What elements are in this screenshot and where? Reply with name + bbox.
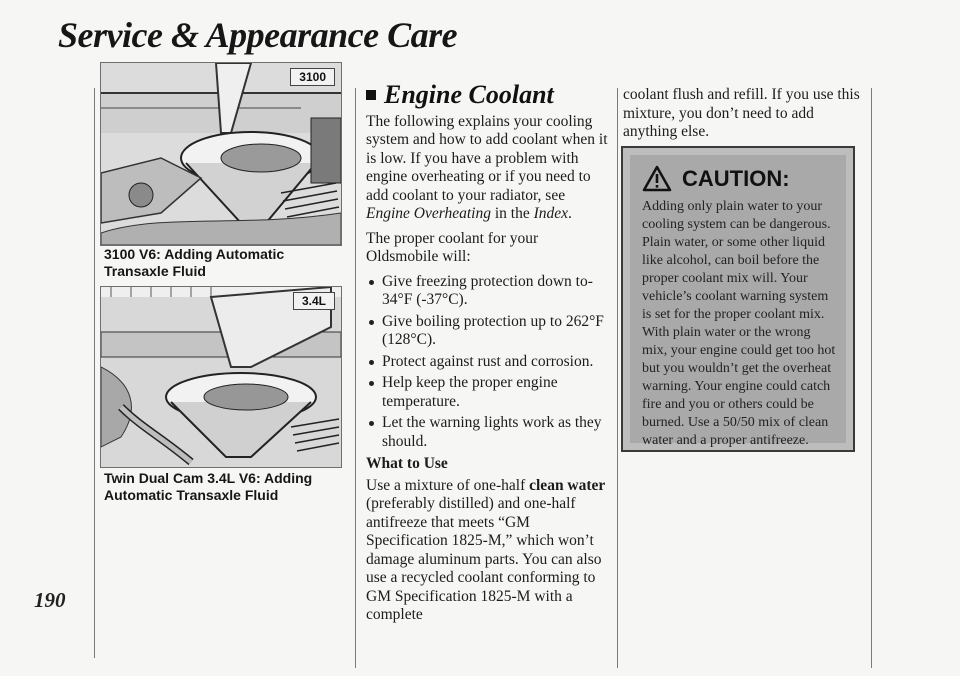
column-divider-middle — [355, 88, 356, 668]
engine-illustration-3100 — [101, 63, 341, 245]
list-item: Let the warning lights work as they should. — [366, 414, 610, 451]
caution-body-text: Adding only plain water to your cooling system can be dangerous. Plain water, or some other liquid like alcohol, can boil before the proper coolant mix will. Your vehicle’s coolant warning system is set for the proper coolant mix. With plain water or the wrong mix, your engine could get too hot but you wouldn’t get the overheat warning. Your engine could catch fire and you or others could be burned. Use a 50/50 mix of clean water and a proper antifreeze. — [642, 199, 836, 448]
use-text-a: Use a mixture of one-half — [366, 476, 530, 494]
caution-box — [621, 146, 855, 452]
coolant-continuation: coolant flush and refill. If you use this mixture, you don’t need to add anything else. — [623, 86, 860, 140]
figure-label-34l: 3.4L — [293, 292, 335, 310]
column-divider-right — [617, 88, 618, 668]
engine-coolant-heading-text: Engine Coolant — [384, 80, 554, 109]
use-text-bold: clean water — [529, 476, 606, 494]
caution-header — [642, 165, 846, 192]
figure-3100-transaxle — [100, 62, 342, 246]
figure-caption-3100: 3100 V6: Adding Automatic Transaxle Fluid — [104, 246, 285, 279]
figure-34l-transaxle — [100, 286, 342, 468]
coolant-intro-paragraph — [366, 113, 610, 224]
what-to-use-paragraph — [366, 477, 610, 625]
intro-reference-engine-overheating: Engine Overheating — [366, 205, 491, 222]
what-to-use-heading: What to Use — [366, 455, 448, 472]
list-item: Give freezing protection down to-34°F (-37°C). — [366, 273, 610, 310]
warning-triangle-icon — [642, 165, 672, 192]
page-number: 190 — [34, 588, 66, 612]
caution-panel — [630, 155, 846, 448]
use-text-b: (preferably distilled) and one-half antifreeze that meets “GM Specification 1825-M,” which won’t damage aluminum parts. You can also use a recycled coolant conforming to GM Specification 1825-M with a complete — [366, 495, 602, 623]
caution-title: CAUTION: — [682, 165, 790, 191]
list-item: Give boiling protection up to 262°F (128°C). — [366, 313, 610, 350]
engine-illustration-34l — [101, 287, 341, 467]
figure-caption-34l: Twin Dual Cam 3.4L V6: Adding Automatic Transaxle Fluid — [104, 470, 313, 503]
list-item: Help keep the proper engine temperature. — [366, 374, 610, 411]
figure-label-3100: 3100 — [290, 68, 335, 86]
section-title: Service & Appearance Care — [58, 15, 458, 55]
engine-coolant-section — [366, 80, 610, 631]
column-divider-outer — [871, 88, 872, 668]
intro-text: The following explains your cooling system and how to add coolant when it is low. If you have a problem with engine overheating or if you need to add coolant to your radiator, see — [366, 112, 608, 204]
column-divider-left — [94, 88, 95, 658]
intro-text-c: . — [568, 205, 572, 222]
intro-text-b: in the — [490, 205, 534, 222]
proper-coolant-intro: The proper coolant for your Oldsmobile will: — [366, 229, 539, 265]
list-item: Protect against rust and corrosion. — [366, 353, 610, 372]
section-bullet-icon — [366, 90, 376, 100]
coolant-benefits-list — [366, 273, 610, 452]
intro-reference-index: Index — [533, 205, 569, 222]
engine-coolant-heading — [366, 80, 610, 109]
